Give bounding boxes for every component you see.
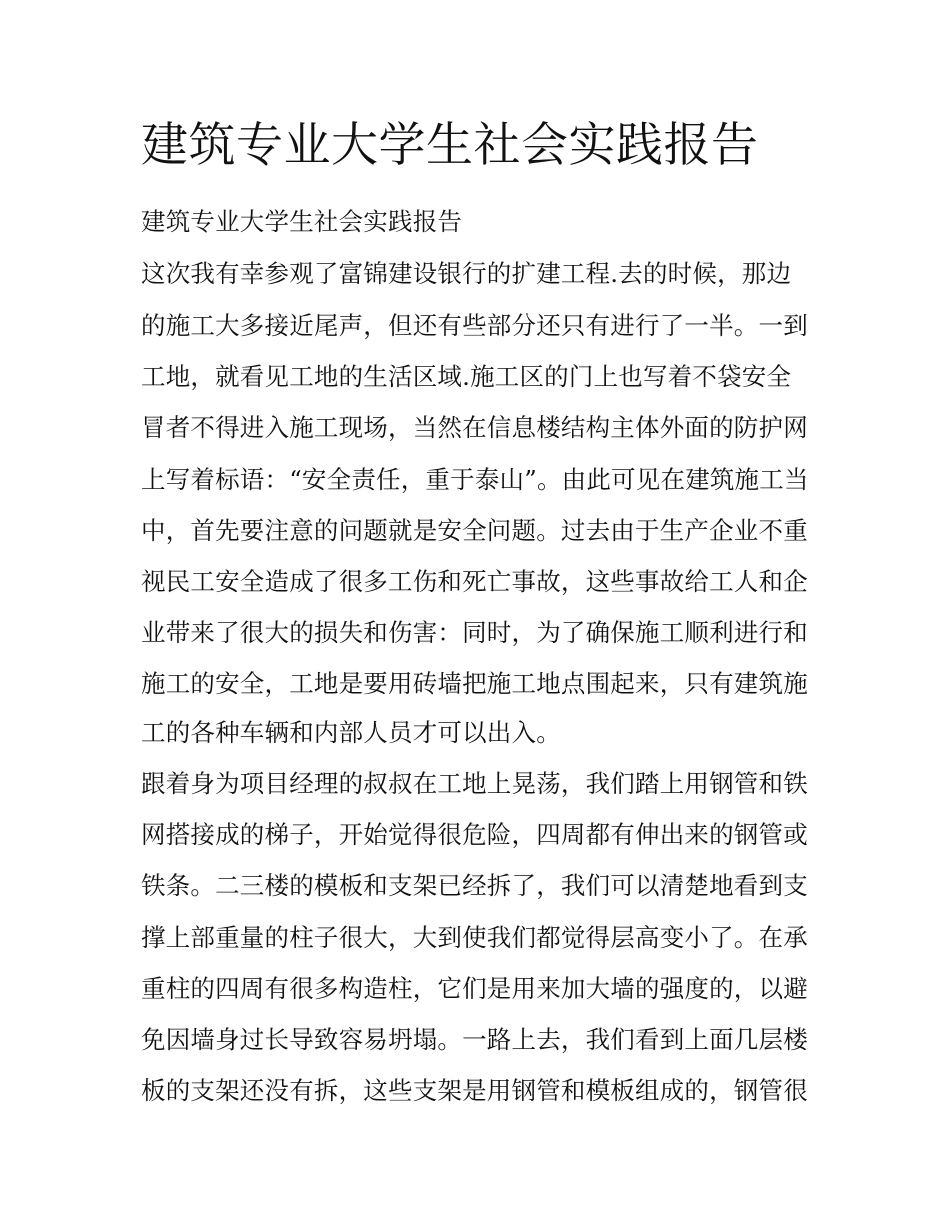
page-title: 建筑专业大学生社会实践报告 [141, 118, 759, 173]
subtitle: 建筑专业大学生社会实践报告 [141, 207, 463, 236]
paragraph-2-line-3: 铁条。二三楼的模板和支架已经拆了，我们可以清楚地看到支 [141, 871, 808, 900]
paragraph-2-line-6: 免因墙身过长导致容易坍塌。一路上去，我们看到上面几层楼 [141, 1025, 808, 1054]
paragraph-2-line-1: 跟着身为项目经理的叔叔在工地上晃荡，我们踏上用钢管和铁 [141, 769, 808, 798]
paragraph-1-line-6: 中，首先要注意的问题就是安全问题。过去由于生产企业不重 [141, 516, 808, 545]
paragraph-1-line-4: 冒者不得进入施工现场，当然在信息楼结构主体外面的防护网 [141, 413, 808, 442]
paragraph-2-line-2: 网搭接成的梯子，开始觉得很危险，四周都有伸出来的钢管或 [141, 820, 808, 849]
paragraph-1-line-1: 这次我有幸参观了富锦建设银行的扩建工程.去的时候，那边 [141, 259, 792, 288]
paragraph-1-line-7: 视民工安全造成了很多工伤和死亡事故，这些事故给工人和企 [141, 567, 808, 596]
paragraph-2-line-5: 重柱的四周有很多构造柱，它们是用来加大墙的强度的，以避 [141, 974, 808, 1003]
paragraph-1-line-10: 工的各种车辆和内部人员才可以出入。 [141, 718, 561, 747]
paragraph-1-line-8: 业带来了很大的损失和伤害：同时，为了确保施工顺利进行和 [141, 618, 808, 647]
paragraph-2-line-7: 板的支架还没有拆，这些支架是用钢管和模板组成的，钢管很 [141, 1076, 808, 1105]
paragraph-1-line-3: 工地，就看见工地的生活区域.施工区的门上也写着不袋安全 [141, 362, 792, 391]
paragraph-1-line-9: 施工的安全，工地是要用砖墙把施工地点围起来，只有建筑施 [141, 669, 808, 698]
paragraph-1-line-5: 上写着标语：“安全责任，重于泰山”。由此可见在建筑施工当 [141, 465, 809, 494]
paragraph-1-line-2: 的施工大多接近尾声，但还有些部分还只有进行了一半。一到 [141, 311, 808, 340]
paragraph-2-line-4: 撑上部重量的柱子很大，大到使我们都觉得层高变小了。在承 [141, 923, 808, 952]
